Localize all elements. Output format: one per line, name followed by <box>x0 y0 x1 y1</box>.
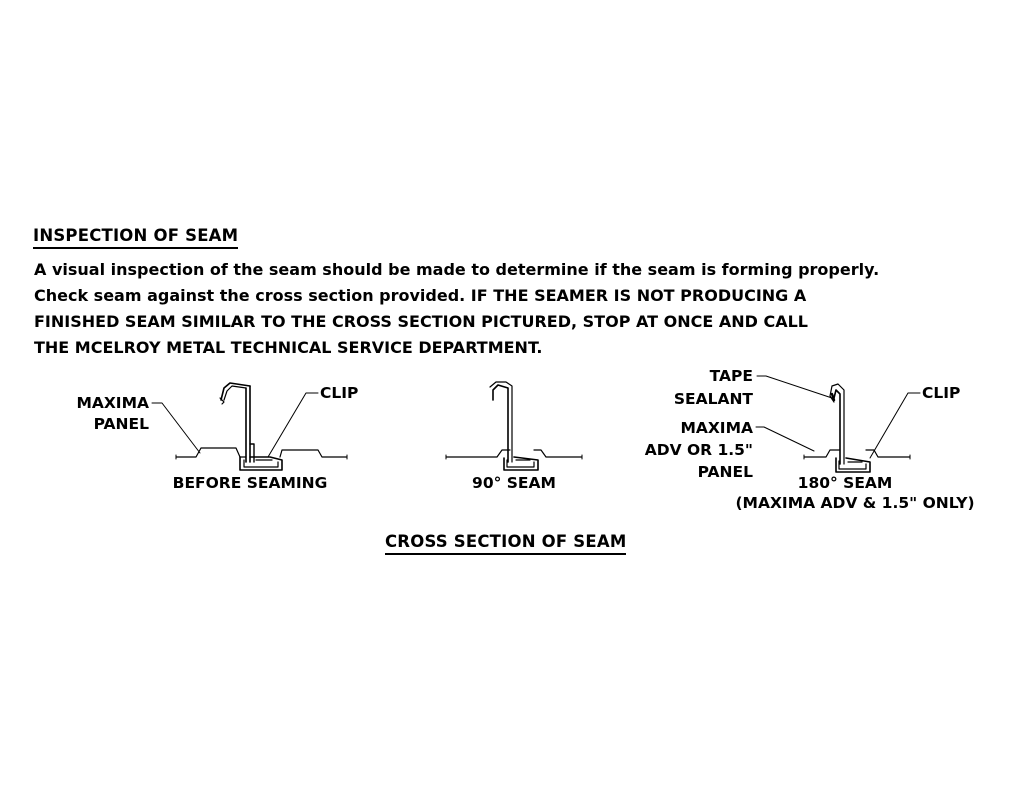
adv-panel-label-line1: MAXIMA <box>680 419 753 437</box>
before-panel-label-line1: MAXIMA <box>76 394 149 412</box>
ninety-seam-caption: 90° SEAM <box>472 474 556 492</box>
adv-panel-label-line3: PANEL <box>697 463 753 481</box>
before-panel-leader <box>152 403 200 453</box>
ninety-seam-profile <box>446 382 582 470</box>
before-seaming-caption: BEFORE SEAMING <box>172 474 328 492</box>
tape-sealant-label-line1: TAPE <box>709 367 753 385</box>
one-eighty-clip-label: CLIP <box>922 384 961 402</box>
before-panel-label-line2: PANEL <box>93 415 149 433</box>
one-eighty-seam-note: (MAXIMA ADV & 1.5" ONLY) <box>735 494 975 512</box>
one-eighty-seam-profile <box>804 384 910 472</box>
paragraph-line: THE MCELROY METAL TECHNICAL SERVICE DEPARTMENT. <box>34 338 543 357</box>
tape-sealant-label-line2: SEALANT <box>673 390 753 408</box>
one-eighty-clip-leader <box>870 393 920 458</box>
section-title: INSPECTION OF SEAM <box>33 226 238 249</box>
adv-panel-leader <box>756 427 814 451</box>
adv-panel-label-line2: ADV OR 1.5" <box>644 441 753 459</box>
instruction-paragraph <box>34 257 1004 361</box>
before-clip-leader <box>268 393 318 457</box>
paragraph-line: Check seam against the cross section provided. IF THE SEAMER IS NOT PRODUCING A <box>34 286 807 305</box>
paragraph-line: FINISHED SEAM SIMILAR TO THE CROSS SECTION PICTURED, STOP AT ONCE AND CALL <box>34 312 808 331</box>
tape-sealant-leader <box>757 376 832 398</box>
paragraph-line: A visual inspection of the seam should be made to determine if the seam is forming properly. <box>34 260 880 279</box>
before-clip-label: CLIP <box>320 384 359 402</box>
seam-cross-section-diagram <box>0 360 1024 525</box>
one-eighty-seam-caption: 180° SEAM <box>797 474 893 492</box>
cross-section-title: CROSS SECTION OF SEAM <box>385 532 626 555</box>
